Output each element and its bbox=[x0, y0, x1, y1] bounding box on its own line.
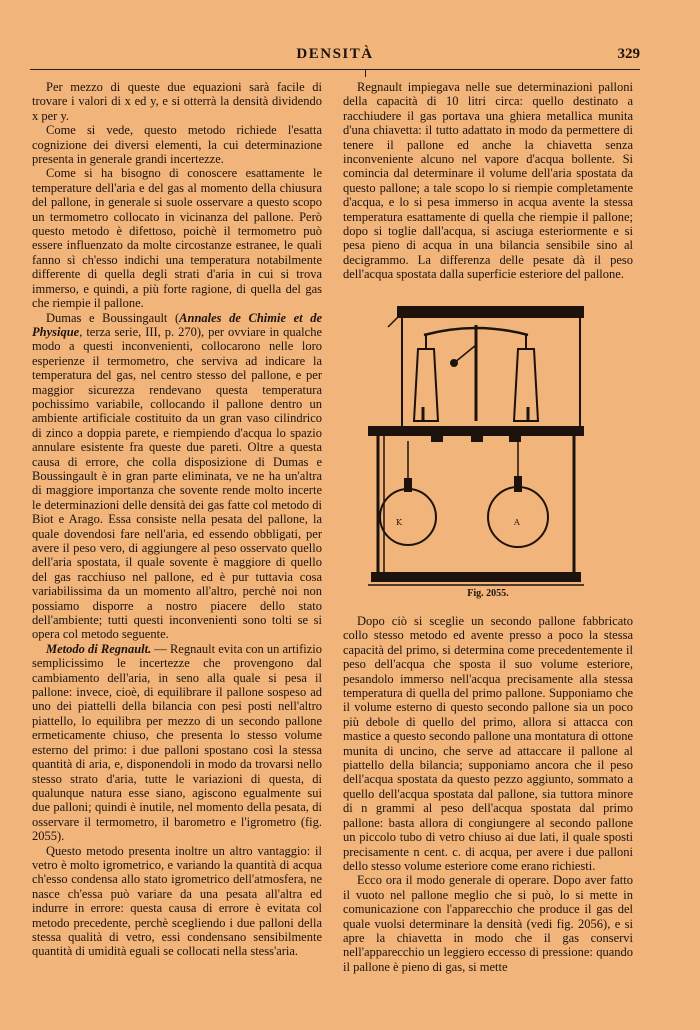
paragraph bbox=[32, 642, 322, 844]
paragraph: Come si vede, questo metodo richiede l'esatta cognizione dei diversi elementi, la cui determinazione presenta in generale grandi incertezze. bbox=[32, 123, 322, 167]
section-heading: Metodo di Regnault. bbox=[46, 641, 152, 656]
flask-label-right: A bbox=[514, 518, 520, 527]
paragraph: Ecco ora il modo generale di operare. Dopo aver fatto il vuoto nel pallone meglio che si può, lo si mette in comunicazione con l'apparecchio che produce il gas del quale vuolsi determinare la densità (vedi fig. 2056), e si apre la chiavetta in modo che il gas conservi nell'apparecchio un leggiero eccesso di pressione: quando il pallone è pieno di gas, si mette bbox=[343, 873, 633, 974]
paragraph: Per mezzo di queste due equazioni sarà facile di trovare i valori di x ed y, e si otterrà la densità dividendo x per y. bbox=[32, 80, 322, 123]
figure-caption: Fig. 2055. bbox=[467, 588, 509, 599]
paragraph: Come si ha bisogno di conoscere esattamente le temperature dell'aria e del gas al momento della chiusura del pallone, in generale si suole osservare a questo scopo un termometro collocato in vicinanza del pallone. Però questo metodo è difettoso, poichè il termometro può essere influenzato da molte circostanze estranee, le quali fanno sì ch'esso indichi una temperatura notabilmente differente di quella degli strati d'aria in cui si trova immerso, e quindi, a più forte ragione, di quella del gas che riempie il pallone. bbox=[32, 166, 322, 311]
left-jar bbox=[414, 349, 438, 421]
journal-title: Annales de Chimie et de Physique bbox=[32, 310, 322, 339]
page-number: 329 bbox=[617, 46, 640, 62]
cabinet-base bbox=[372, 573, 580, 581]
text-run: , terza serie, III, p. 270), per ovviare in qualche modo a questi inconvenienti, collocarono nelle loro esperienze il termometro, che serviva ad indicare la temperatura del gas, nel centro stesso del pallone, e per maggior sicurezza rendevano questa temperatura pochissimo variabile, collocando il pallone dentro un ambiente artificiale costituito da un gran vaso cilindrico di zinco a doppia parete, e riempiendo d'acqua lo spazio annulare esistente fra queste due pareti. Oltre a questa causa di errore, che colla disposizione di Dumas e Boussingault è in gran parte eliminata, ve ne ha un'altra di maggiore importanza che sovente rende molto incerte le determinazioni delle densità dei gas fatte col metodo di Biot e Arago. Essa consiste nella pesata del pallone, la quale dovendosi fare nell'aria, ed essendo obbligati, per avere il peso vero, di aggiungere al peso osservato quello dell'aria spostata, il quale sovente è maggiore di quello del gas racchiuso nel pallone, ed è pur tuttavia cosa variabilissima da un momento all'altro, perchè noi non possiamo disporre a nostro piacere dello stato dell'ambiente; tutti questi inconvenienti sono tolti se si opera col metodo seguente. bbox=[32, 324, 322, 642]
right-column-top bbox=[343, 80, 633, 282]
page-header bbox=[30, 43, 640, 70]
flask-left bbox=[380, 489, 436, 545]
paragraph: Dopo ciò si sceglie un secondo pallone fabbricato collo stesso metodo ed avente presso a poco la stessa capacità del primo, si determina come precedentemente il peso dell'acqua che sposta il suo volume esteriore, pesandolo immerso nell'acqua precisamente alla stessa temperatura di quella del primo pallone. Supponiamo che il volume esterno di questo secondo pallone sia un poco più debole di quello del primo, allora si attacca con mastice a questo secondo pallone una montatura di ottone munita di uncino, che serve ad attaccare il pallone al piattello della bilancia; supponiamo ancora che il peso dell'acqua spostata da questo pezzo aggiunto, sommato a quello dell'acqua spostata dal pallone, sia tuttora minore di n grammi al peso dell'acqua spostata dal primo pallone: basta allora di congiungere al secondo pallone un piccolo tubo di vetro chiuso ai due lati, il quale sposti precisamente n cent. c. di acqua, per avere i due palloni dello stesso volume esteriore come erano richiesti. bbox=[343, 614, 633, 873]
left-column bbox=[32, 80, 322, 959]
flask-label-left: K bbox=[396, 518, 402, 527]
balance-figure bbox=[368, 303, 584, 593]
paragraph bbox=[32, 311, 322, 642]
text-run: Dumas e Boussingault ( bbox=[46, 310, 180, 325]
running-title: DENSITÀ bbox=[296, 46, 374, 62]
right-column-bottom bbox=[343, 614, 633, 974]
text-run: — Regnault evita con un artifizio semplicissimo le incertezze che provengono dal cambiamento dell'aria, in seno alla quale si pesa il pallone: invece, cioè, di equilibrare il pallone sospeso ad uno dei piattelli della bilancia con pesi posti nell'altro piattello, lo equilibra per mezzo di un secondo pallone ermeticamente chiuso, che presenta lo stesso volume esterno del primo: i due palloni spostano così la stessa quantità di aria, e, disponendoli in modo da trovarsi nello stesso strato d'aria, tutte le variazioni di questa, di qualunque natura esse siano, agiscono egualmente sui due palloni; quindi è inutile, nel momento della pesata, di osservare il termometro, il barometro e l'igrometro (fig. 2055). bbox=[32, 641, 323, 844]
flask-right bbox=[488, 487, 548, 547]
paragraph: Regnault impiegava nelle sue determinazioni palloni della capacità di 10 litri circa: quello destinato a racchiudere il gas portava una ghiera metallica munita d'una chiavetta: il tutto adattato in modo da permettere di tenere il pallone ed anche la chiavetta senza inconveniente alcuno nel vapore d'acqua bollente. Si comincia dal determinare il volume dell'aria spostata da questo pallone; a tale scopo lo si riempie completamente d'acqua, e lo si pesa immerso in acqua avente la stessa temperatura esattamente di quella che riempie il pallone; dopo si toglie dall'acqua, si asciuga esteriormente e si pesa pieno di acqua in una bilancia sensibile sino al decigrammo. La differenza delle pesate dà il peso dell'acqua spostata dalla superficie esteriore del pallone. bbox=[343, 80, 633, 282]
header-rule-tick bbox=[365, 69, 366, 77]
paragraph: Questo metodo presenta inoltre un altro vantaggio: il vetro è molto igrometrico, e variando la quantità di acqua ch'esso condensa allo stato igrometrico dell'atmosfera, ne nasce ch'essa può variare da una pesata all'altra ed indurre in errore: questa causa di errore è evitata col metodo precedente, perchè scegliendo i due palloni della stessa qualità di vetro, essi condensano sensibilmente quantità di umidità eguali se collocati nella stess'aria. bbox=[32, 843, 322, 959]
right-jar bbox=[514, 349, 538, 421]
case-top-bar bbox=[398, 307, 584, 317]
balance-shelf bbox=[368, 427, 584, 435]
